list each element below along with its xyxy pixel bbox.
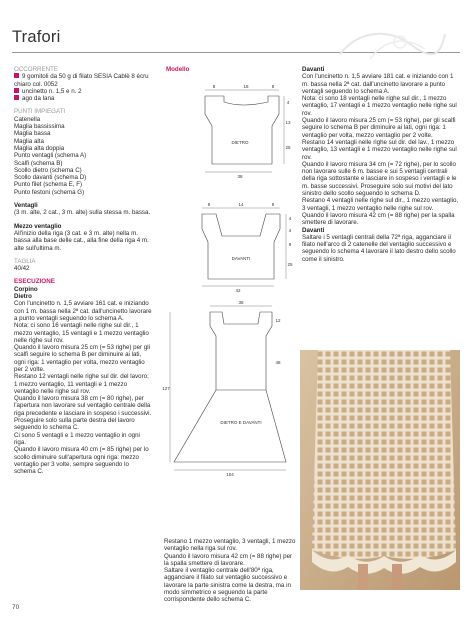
bullet-square-icon bbox=[14, 88, 19, 93]
taglia-heading: TAGLIA bbox=[14, 257, 36, 265]
dim-label: 127 bbox=[162, 386, 170, 391]
dim-label: 14 bbox=[238, 202, 244, 207]
page-number: 70 bbox=[12, 604, 20, 611]
piece-label-dietro-davanti: DIETRO E DAVANTI bbox=[220, 420, 262, 425]
stitch-item: Scalfi (schema B) bbox=[14, 159, 63, 167]
stitch-item: Maglia alta doppia bbox=[14, 144, 65, 152]
skirt-outline bbox=[174, 312, 286, 462]
instruction-paragraph: Proseguire solo sulla parte destra del lavoro seguendo lo schema C. bbox=[14, 417, 135, 432]
instruction-paragraph: Quando il lavoro misura 38 cm (= 80 righe), per l'apertura non lavorare sul ventaglio centrale della riga precedente e lasciare in sospeso i successivi. bbox=[14, 395, 152, 417]
stitch-item: Maglia bassa bbox=[14, 130, 51, 138]
dim-label: 8 bbox=[207, 202, 211, 207]
dim-label: 4 bbox=[288, 228, 292, 233]
davanti-outline bbox=[202, 214, 280, 279]
instruction-paragraph: Quando il lavoro misura 25 cm (= 53 righe), per gli scalfi seguire lo schema B per diminuire ai lati, ogni riga: 1 ventaglio per volta, mezzo ventaglio per 2 volte. bbox=[302, 117, 456, 139]
dress-photo bbox=[300, 350, 460, 590]
dim-label: 104 bbox=[226, 472, 234, 477]
stitch-item: Punto ventagli (schema A) bbox=[14, 152, 87, 160]
dim-label: 18 bbox=[243, 84, 249, 89]
piece-label-dietro: DIETRO bbox=[231, 140, 249, 145]
dim-label: 42 bbox=[235, 288, 241, 293]
instruction-paragraph: Saltare il ventaglio centrale dell'80ª riga, agganciare il filato sul ventaglio successivo e lavorare la parte sinistra come la destra, ma in modo simmetrico e seguendo la parte corrispondente dello schema C. bbox=[164, 567, 291, 604]
modello-heading: Modello bbox=[166, 66, 190, 73]
ventagli-text: (3 m. alte, 2 cat., 3 m. alte) sulla stessa m. bassa. bbox=[14, 209, 151, 217]
instruction-paragraph: Nota: ci sono 18 ventagli nelle righe sul dir., 1 mezzo ventaglio, 17 ventagli e 1 mezzo ventaglio nelle righe sul rov. bbox=[302, 95, 457, 117]
dim-label: 13 bbox=[285, 120, 291, 125]
instruction-paragraph: Quando il lavoro misura 42 cm (= 88 righe) per la spalla smettere di lavorare. bbox=[164, 552, 293, 567]
dim-label: 12 bbox=[275, 318, 281, 323]
stitch-item: Punto filet (schema E, F) bbox=[14, 181, 83, 189]
dim-label: 8 bbox=[212, 84, 216, 89]
mezzo-ventaglio-text: All'inizio della riga (3 cat. e 3 m. alte) nella m. bassa alla base delle cat., alla fine della riga 4 m. alte sull'ultima m. bbox=[14, 229, 149, 252]
ventagli-heading: Ventagli bbox=[14, 202, 38, 210]
instruction-paragraph: Restano 12 ventagli nelle righe sul dir. del lavoro; 1 mezzo ventaglio, 11 ventagli e 1 mezzo ventaglio nelle righe sul rov. bbox=[14, 373, 149, 395]
instruction-paragraph: Con l'uncinetto n. 1,5 avviare 161 cat. e iniziando con 1 m. bassa nella 2ª cat. dall'uncinetto lavorare a punto ventagli seguendo lo schema A. bbox=[14, 300, 152, 322]
stitch-item: Maglia bassissima bbox=[14, 123, 65, 131]
dim-label: 48 bbox=[275, 360, 281, 365]
stitch-item: Maglia alta bbox=[14, 137, 44, 145]
dim-label: 38 bbox=[237, 174, 243, 179]
dim-label: 8 bbox=[271, 84, 275, 89]
bullet-square-icon bbox=[14, 73, 19, 78]
instructions-column-left bbox=[14, 66, 152, 475]
instruction-paragraph: Quando il lavoro misura 25 cm (= 53 righe) per gli scalfi seguire lo schema B per diminuire ai lati, ogni riga: 1 ventaglio per volta, mezzo ventaglio per 2 volte. bbox=[14, 344, 151, 373]
davanti-heading: Davanti bbox=[302, 66, 325, 73]
decorative-swirl-icon bbox=[330, 24, 450, 64]
dress-photo-illustration bbox=[300, 350, 460, 590]
punti-heading: PUNTI IMPIEGATI bbox=[14, 108, 66, 116]
esecuzione-heading: ESECUZIONE bbox=[14, 278, 55, 286]
dim-label: 4 bbox=[286, 100, 290, 105]
instruction-paragraph: Quando il lavoro misura 42 cm (= 88 righe) per la spalla smettere di lavorare. bbox=[302, 211, 455, 227]
davanti-heading-2: Davanti bbox=[302, 226, 325, 234]
instruction-paragraph: Restano 1 mezzo ventaglio, 3 ventagli, 1 mezzo ventaglio nella riga sul rov. bbox=[164, 538, 296, 553]
instructions-column-right bbox=[302, 66, 460, 263]
instruction-paragraph: Quando il lavoro misura 34 cm (= 72 righe), per lo scollo non lavorare sulle 6 m. basse e sui 5 ventagli centrali della riga sottostante e lasciare in sospeso i ventagli e le m. basse successivi. Proseguire solo sui motivi del lato sinistro dello scollo seguendo lo schema D. bbox=[302, 160, 457, 198]
instruction-paragraph: Ci sono 5 ventagli e 1 mezzo ventaglio in ogni riga. bbox=[14, 431, 140, 446]
instruction-paragraph: Nota: ci sono 16 ventagli nelle righe sul dir., 1 mezzo ventaglio, 15 ventagli e 1 mezzo ventaglio nelle righe sul rov. bbox=[14, 322, 149, 344]
dietro-heading: Dietro bbox=[14, 293, 32, 301]
dietro-outline bbox=[205, 96, 279, 164]
stitch-item: Punto festoni (schema G) bbox=[14, 188, 85, 196]
dim-label: 4 bbox=[288, 216, 292, 221]
instruction-paragraph: Quando il lavoro misura 40 cm (= 85 righe) per lo scollo diminuire sull'apertura ogni riga: mezzo ventaglio per 3 volte, sempre seguendo lo schema C. bbox=[14, 446, 149, 476]
stitch-item: Scollo davanti (schema D) bbox=[14, 174, 87, 182]
dim-label: 25 bbox=[287, 262, 293, 267]
dim-label: 8 bbox=[271, 202, 275, 207]
stitch-item: Catenella bbox=[14, 115, 41, 123]
taglia-value: 40/42 bbox=[14, 265, 30, 273]
page-title: Trafori bbox=[12, 28, 61, 46]
schematic-svg bbox=[160, 74, 295, 479]
material-item: ago da lana bbox=[14, 95, 152, 102]
instruction-paragraph: Saltare i 5 ventagli centrali della 72ª riga, agganciare il filato nell'arco di 2 catenelle del ventaglio successivo e seguendo lo schema 4 lavorare il lato destro dello scollo come il sinistro. bbox=[302, 233, 456, 263]
dim-label: 9 bbox=[288, 242, 292, 247]
corpino-heading: Corpino bbox=[14, 285, 38, 293]
pattern-diagram bbox=[160, 74, 295, 479]
instruction-paragraph: Restano 14 ventagli nelle righe sul dir. del lav., 1 mezzo ventaglio, 13 ventagli e 1 mezzo ventaglio nelle righe sul rov. bbox=[302, 138, 457, 161]
mezzo-ventaglio-heading: Mezzo ventaglio bbox=[14, 222, 62, 230]
instruction-paragraph: Con l'uncinetto n. 1,5 avviare 181 cat. e iniziando con 1 m. bassa nella 2ª cat. dall'uncinetto lavorare a punto ventagli seguendo lo schema A. bbox=[302, 73, 454, 95]
occorrente-heading: OCCORRENTE bbox=[14, 66, 59, 73]
dim-label: 38 bbox=[238, 300, 244, 305]
instructions-column-middle bbox=[164, 538, 296, 604]
piece-label-davanti: DAVANTI bbox=[231, 256, 251, 261]
dim-label: 25 bbox=[285, 145, 291, 150]
bullet-square-icon bbox=[14, 95, 19, 100]
material-item: 9 gomitoli da 50 g di filato SESIA Cablè 8 écru chiaro col. 0052 bbox=[14, 73, 149, 88]
instruction-paragraph: Restano 4 ventagli nelle righe sul dir., 1 mezzo ventaglio, 3 ventagli, 1 mezzo ventaglio nelle righe sul rov. bbox=[302, 197, 459, 212]
material-item: uncinetto n. 1,5 e n. 2 bbox=[14, 88, 152, 95]
stitch-item: Scollo dietro (schema C) bbox=[14, 166, 82, 174]
